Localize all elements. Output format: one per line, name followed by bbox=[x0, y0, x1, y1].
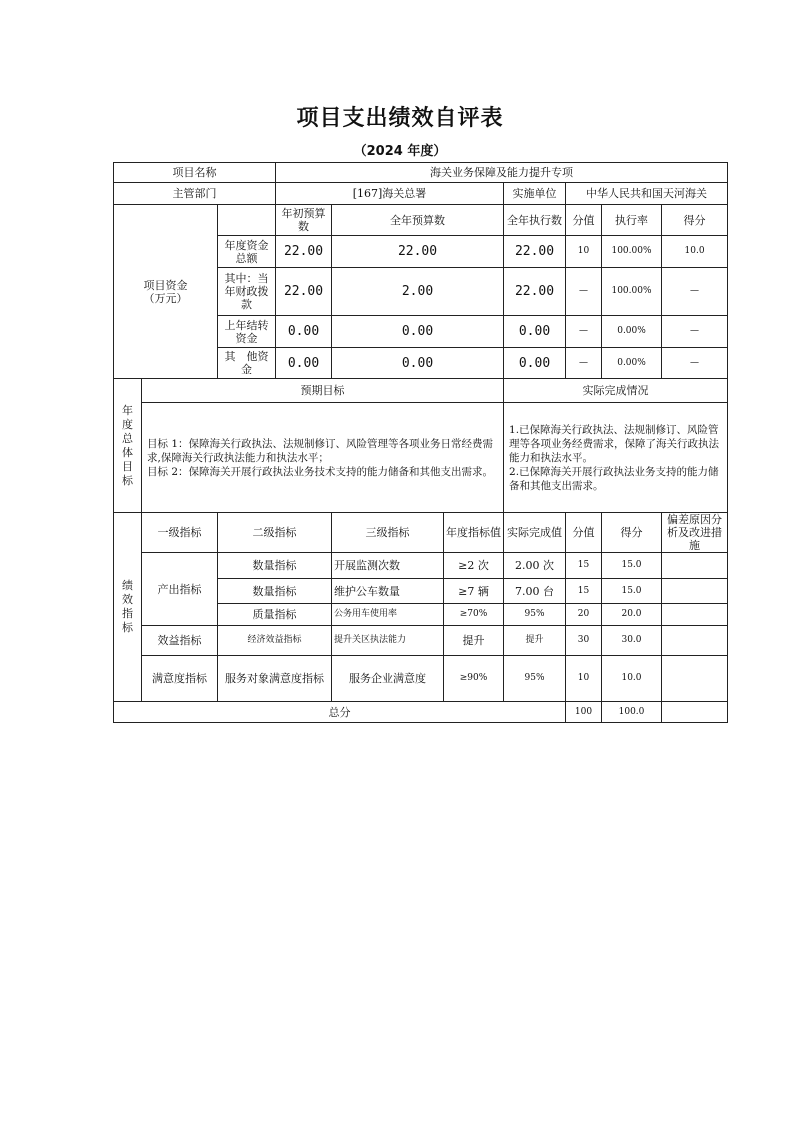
funds-annual: 0.00 bbox=[332, 348, 504, 379]
total-weight: 100 bbox=[566, 702, 602, 723]
perf-level2: 数量指标 bbox=[218, 579, 332, 604]
perf-note bbox=[662, 553, 728, 579]
perf-weight: 20 bbox=[566, 604, 602, 626]
funds-rate: 0.00% bbox=[602, 316, 662, 348]
vertical-label-char: 年 bbox=[122, 403, 133, 417]
funds-executed: 22.00 bbox=[504, 268, 566, 316]
vertical-label-char: 效 bbox=[122, 593, 133, 606]
perf-actual: 95% bbox=[504, 656, 566, 702]
perf-level2: 经济效益指标 bbox=[218, 626, 332, 656]
perf-level1: 满意度指标 bbox=[142, 656, 218, 702]
funds-rate: 0.00% bbox=[602, 348, 662, 379]
total-note bbox=[662, 702, 728, 723]
perf-target: 提升 bbox=[444, 626, 504, 656]
funds-weight: — bbox=[566, 348, 602, 379]
perf-note bbox=[662, 604, 728, 626]
perf-level1: 效益指标 bbox=[142, 626, 218, 656]
funds-score: — bbox=[662, 316, 728, 348]
perf-level3: 提升关区执法能力 bbox=[332, 626, 444, 656]
funds-rate: 100.00% bbox=[602, 268, 662, 316]
perf-header-weight: 分值 bbox=[566, 513, 602, 553]
funds-row-label: 年度资金总额 bbox=[218, 236, 276, 268]
perf-header-level2: 二级指标 bbox=[218, 513, 332, 553]
perf-level3: 公务用车使用率 bbox=[332, 604, 444, 626]
funds-label: 项目资金 （万元） bbox=[114, 205, 218, 379]
funds-annual: 2.00 bbox=[332, 268, 504, 316]
perf-note bbox=[662, 579, 728, 604]
actual-result-text: 1.已保障海关行政执法、法规制修订、风险管理等各项业务经费需求，保障了海关行政执法能力和执法水平。 2.已保障海关开展行政执法业务支持的能力储备和其他支出需求。 bbox=[504, 403, 728, 513]
perf-weight: 10 bbox=[566, 656, 602, 702]
perf-weight: 15 bbox=[566, 579, 602, 604]
perf-level2: 质量指标 bbox=[218, 604, 332, 626]
vertical-label-char: 目 bbox=[122, 459, 133, 473]
perf-level3: 维护公车数量 bbox=[332, 579, 444, 604]
actual-result-header: 实际完成情况 bbox=[504, 379, 728, 403]
funds-score: 10.0 bbox=[662, 236, 728, 268]
funds-weight: — bbox=[566, 316, 602, 348]
perf-weight: 30 bbox=[566, 626, 602, 656]
perf-note bbox=[662, 656, 728, 702]
perf-actual: 2.00 次 bbox=[504, 553, 566, 579]
expected-goal-header: 预期目标 bbox=[142, 379, 504, 403]
perf-actual: 95% bbox=[504, 604, 566, 626]
perf-level1: 产出指标 bbox=[142, 553, 218, 626]
funds-header-executed: 全年执行数 bbox=[504, 205, 566, 236]
vertical-label-char: 标 bbox=[122, 621, 133, 634]
document-year: （2024 年度） bbox=[353, 144, 447, 159]
perf-actual: 7.00 台 bbox=[504, 579, 566, 604]
funds-executed: 0.00 bbox=[504, 316, 566, 348]
funds-header-annual: 全年预算数 bbox=[332, 205, 504, 236]
perf-header-note: 偏差原因分析及改进措施 bbox=[662, 513, 728, 553]
project-name: 海关业务保障及能力提升专项 bbox=[276, 163, 728, 183]
perf-score: 30.0 bbox=[602, 626, 662, 656]
perf-score: 10.0 bbox=[602, 656, 662, 702]
funds-annual: 0.00 bbox=[332, 316, 504, 348]
perf-level2: 服务对象满意度指标 bbox=[218, 656, 332, 702]
vertical-label-char: 指 bbox=[122, 607, 133, 620]
perf-score: 20.0 bbox=[602, 604, 662, 626]
funds-executed: 22.00 bbox=[504, 236, 566, 268]
funds-weight: 10 bbox=[566, 236, 602, 268]
funds-row-label: 其中：当年财政拨款 bbox=[218, 268, 276, 316]
perf-target: ≥70% bbox=[444, 604, 504, 626]
perf-header-target: 年度指标值 bbox=[444, 513, 504, 553]
perf-header-level3: 三级指标 bbox=[332, 513, 444, 553]
funds-initial: 22.00 bbox=[276, 236, 332, 268]
funds-annual: 22.00 bbox=[332, 236, 504, 268]
evaluation-table bbox=[113, 162, 727, 719]
perf-level3: 服务企业满意度 bbox=[332, 656, 444, 702]
total-score: 100.0 bbox=[602, 702, 662, 723]
total-label: 总分 bbox=[114, 702, 566, 723]
funds-header-initial: 年初预算数 bbox=[276, 205, 332, 236]
perf-target: ≥90% bbox=[444, 656, 504, 702]
funds-header-blank bbox=[218, 205, 276, 236]
vertical-label-char: 绩 bbox=[122, 579, 133, 592]
perf-score: 15.0 bbox=[602, 579, 662, 604]
document-title: 项目支出绩效自评表 bbox=[296, 106, 504, 131]
perf-actual: 提升 bbox=[504, 626, 566, 656]
perf-target: ≥7 辆 bbox=[444, 579, 504, 604]
unit-value: 中华人民共和国天河海关 bbox=[566, 183, 728, 205]
perf-header-level1: 一级指标 bbox=[142, 513, 218, 553]
perf-weight: 15 bbox=[566, 553, 602, 579]
project-name-label: 项目名称 bbox=[114, 163, 276, 183]
funds-executed: 0.00 bbox=[504, 348, 566, 379]
funds-score: — bbox=[662, 348, 728, 379]
vertical-label-char: 度 bbox=[122, 417, 133, 431]
dept-value: [167]海关总署 bbox=[276, 183, 504, 205]
perf-level3: 开展监测次数 bbox=[332, 553, 444, 579]
perf-score: 15.0 bbox=[602, 553, 662, 579]
perf-side-label bbox=[114, 513, 142, 702]
funds-row-label: 其 他资金 bbox=[218, 348, 276, 379]
dept-label: 主管部门 bbox=[114, 183, 276, 205]
perf-header-actual: 实际完成值 bbox=[504, 513, 566, 553]
funds-initial: 0.00 bbox=[276, 348, 332, 379]
funds-header-rate: 执行率 bbox=[602, 205, 662, 236]
perf-header-score: 得分 bbox=[602, 513, 662, 553]
funds-weight: — bbox=[566, 268, 602, 316]
expected-goal-text: 目标 1：保障海关行政执法、法规制修订、风险管理等各项业务日常经费需求,保障海关行政执法能力和执法水平； 目标 2：保障海关开展行政执法业务技术支持的能力储备和其他支出需求。 bbox=[142, 403, 504, 513]
perf-level2: 数量指标 bbox=[218, 553, 332, 579]
funds-score: — bbox=[662, 268, 728, 316]
funds-header-weight: 分值 bbox=[566, 205, 602, 236]
unit-label: 实施单位 bbox=[504, 183, 566, 205]
vertical-label-char: 总 bbox=[122, 431, 133, 445]
funds-header-score: 得分 bbox=[662, 205, 728, 236]
vertical-label-char: 体 bbox=[122, 445, 133, 459]
funds-initial: 22.00 bbox=[276, 268, 332, 316]
funds-initial: 0.00 bbox=[276, 316, 332, 348]
funds-row-label: 上年结转资金 bbox=[218, 316, 276, 348]
funds-rate: 100.00% bbox=[602, 236, 662, 268]
vertical-label-char: 标 bbox=[122, 473, 133, 487]
goals-side-label bbox=[114, 379, 142, 513]
perf-target: ≥2 次 bbox=[444, 553, 504, 579]
perf-note bbox=[662, 626, 728, 656]
